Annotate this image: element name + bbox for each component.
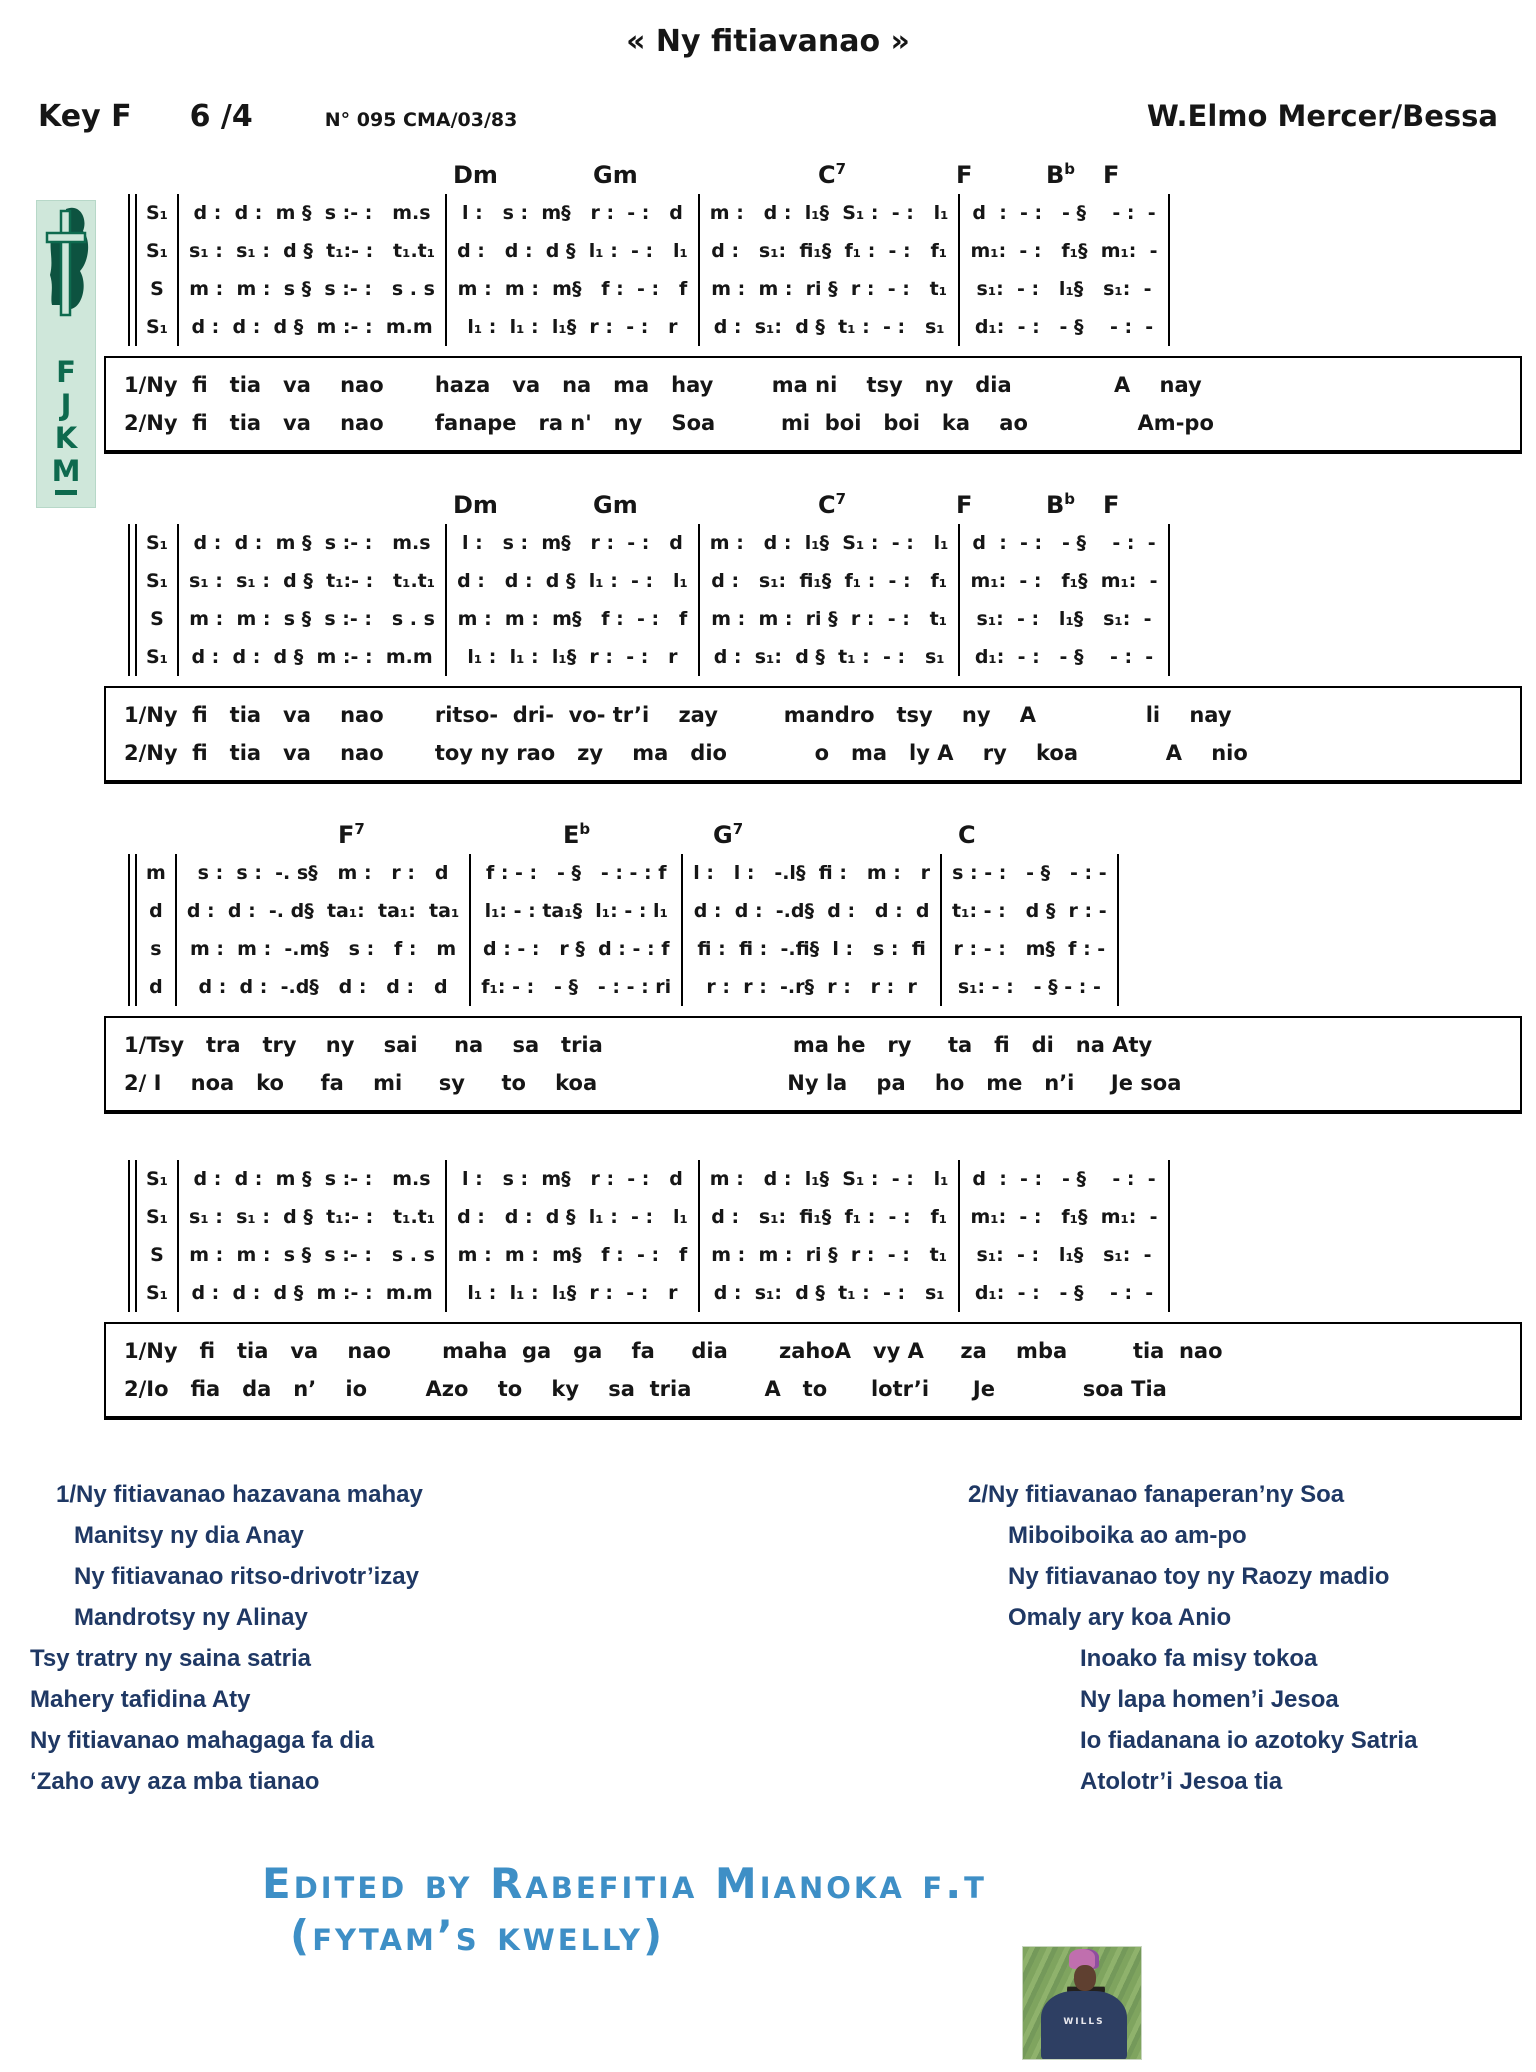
chord-label: $G^7$ xyxy=(713,820,744,849)
voice-bass xyxy=(128,1274,1170,1312)
logo-letter: J xyxy=(60,388,72,422)
measure: m : m : ri § r : - : t₁ xyxy=(700,270,961,308)
verse-line: Miboiboika ao am-po xyxy=(1008,1522,1247,1549)
measure: s₁: - : l₁§ s₁: - xyxy=(960,270,1169,308)
measure: d : d : d § l₁ : - : l₁ xyxy=(447,232,700,270)
lyrics-box xyxy=(104,686,1522,784)
verse-right xyxy=(768,1474,1536,1802)
voice-alto xyxy=(128,562,1170,600)
lyric-line: 2/Ny fi tia va nao toy ny rao zy ma dio o ma ly A ry koa A nio xyxy=(124,741,1248,765)
measure: s₁: - : l₁§ s₁: - xyxy=(960,1236,1169,1274)
measure: l₁ : l₁ : l₁§ r : - : r xyxy=(447,308,700,346)
voice-bass xyxy=(128,308,1170,346)
measure: l₁ : l₁ : l₁§ r : - : r xyxy=(447,638,700,676)
pickup-note: d xyxy=(137,968,177,1006)
measure: s₁ : s₁ : d § t₁:- : t₁.t₁ xyxy=(179,1198,447,1236)
measure: l : s : m§ r : - : d xyxy=(447,1160,700,1198)
lyrics-box xyxy=(104,1016,1522,1114)
verse-line: Tsy tratry ny saina satria xyxy=(30,1645,312,1672)
editor-credit-line1: Edited by Rabefitia Mianoka f.t xyxy=(262,1859,987,1908)
measure: s₁: - : l₁§ s₁: - xyxy=(960,600,1169,638)
verse-line: Io fiadanana io azotoky Satria xyxy=(1080,1727,1418,1754)
photo-shirt-text: WILLS xyxy=(1063,2017,1105,2027)
photo-torso xyxy=(1041,1991,1127,2060)
measure: d : d : d § l₁ : - : l₁ xyxy=(447,562,700,600)
logo-underline xyxy=(55,490,77,495)
pickup-note: S₁ xyxy=(137,638,179,676)
system-3 xyxy=(128,820,1536,1006)
measure: m : m : m§ f : - : f xyxy=(447,270,700,308)
measure: m : d : l₁§ S₁ : - : l₁ xyxy=(700,524,961,562)
verse-line: Inoako fa misy tokoa xyxy=(1080,1645,1318,1672)
solfa-score xyxy=(128,1160,1170,1312)
voice-tenor xyxy=(128,270,1170,308)
chord-label: $F^7$ xyxy=(338,820,365,849)
measure: d : s₁: fi₁§ f₁ : - : f₁ xyxy=(700,562,961,600)
measure: d : d : d § l₁ : - : l₁ xyxy=(447,1198,700,1236)
system-2 xyxy=(128,490,1536,676)
chord-label: $B^b$ xyxy=(1046,490,1076,519)
measure: t₁: - : d § r : - xyxy=(942,892,1119,930)
measure: m : m : s § s :- : s . s xyxy=(179,600,447,638)
system-4 xyxy=(128,1160,1536,1312)
solfa-score xyxy=(128,854,1119,1006)
measure: d : d : m § s :- : m.s xyxy=(179,524,447,562)
measure: s₁ : s₁ : d § t₁:- : t₁.t₁ xyxy=(179,562,447,600)
pickup-note: S₁ xyxy=(137,1160,179,1198)
chord-label: F xyxy=(956,491,973,519)
measure: s : - : - § - : - xyxy=(942,854,1119,892)
chord-label: Gm xyxy=(593,491,638,519)
measure: m : m : ri § r : - : t₁ xyxy=(700,600,961,638)
verse-line: Omaly ary koa Anio xyxy=(1008,1604,1232,1631)
measure: s₁ : s₁ : d § t₁:- : t₁.t₁ xyxy=(179,232,447,270)
pickup-note: S xyxy=(137,270,179,308)
voice-soprano xyxy=(128,194,1170,232)
voice-soprano xyxy=(128,854,1119,892)
measure: d : d : -. d§ ta₁: ta₁: ta₁ xyxy=(177,892,471,930)
verse-left xyxy=(0,1474,768,1802)
pickup-note: S₁ xyxy=(137,308,179,346)
voice-tenor xyxy=(128,930,1119,968)
verse-line: ‘Zaho avy aza mba tianao xyxy=(30,1768,320,1795)
key-signature: Key F xyxy=(38,99,132,134)
solfa-score xyxy=(128,194,1170,346)
editor-credit-line2: (fytam’s kwelly) xyxy=(290,1911,666,1960)
measure: d : - : - § - : - xyxy=(960,524,1169,562)
measure: d : d : d § m :- : m.m xyxy=(179,308,447,346)
voice-alto xyxy=(128,1198,1170,1236)
pickup-note: S xyxy=(137,600,179,638)
verse-line: Ny fitiavanao ritso-drivotr’izay xyxy=(74,1563,419,1590)
lyric-line: 2/Io fia da n’ io Azo to ky sa tria A to lotr’i Je soa Tia xyxy=(124,1377,1167,1401)
verse-line: 2/Ny fitiavanao fanaperan’ny Soa xyxy=(968,1481,1345,1508)
score-header xyxy=(0,99,1536,134)
measure: d : d : -.d§ d : d : d xyxy=(683,892,942,930)
solfa-score xyxy=(128,524,1170,676)
verse-line: Manitsy ny dia Anay xyxy=(74,1522,304,1549)
measure: m : m : s § s :- : s . s xyxy=(179,270,447,308)
pickup-note: m xyxy=(137,854,177,892)
lyrics-box xyxy=(104,356,1522,454)
chord-label: C xyxy=(958,821,976,849)
measure: m₁: - : f₁§ m₁: - xyxy=(960,1198,1169,1236)
measure: r : - : m§ f : - xyxy=(942,930,1119,968)
measure: s : s : -. s§ m : r : d xyxy=(177,854,471,892)
editor-credit xyxy=(262,1858,1536,1962)
verse-line: 1/Ny fitiavanao hazavana mahay xyxy=(56,1481,423,1508)
church-logo xyxy=(36,200,96,508)
chord-row xyxy=(128,820,1188,854)
verse-line: Ny lapa homen’i Jesoa xyxy=(1080,1686,1339,1713)
measure: m : d : l₁§ S₁ : - : l₁ xyxy=(700,194,961,232)
page-title: « Ny fitiavanao » xyxy=(626,24,910,59)
measure: m₁: - : f₁§ m₁: - xyxy=(960,232,1169,270)
measure: l : l : -.l§ fi : m : r xyxy=(683,854,942,892)
measure: m : m : s § s :- : s . s xyxy=(179,1236,447,1274)
logo-cross-icon xyxy=(38,201,94,351)
pickup-note: S₁ xyxy=(137,1274,179,1312)
voice-bass xyxy=(128,638,1170,676)
measure: d : d : d § m :- : m.m xyxy=(179,638,447,676)
system-1 xyxy=(128,160,1536,346)
measure: m₁: - : f₁§ m₁: - xyxy=(960,562,1169,600)
voice-tenor xyxy=(128,1236,1170,1274)
measure: d : d : -.d§ d : d : d xyxy=(177,968,471,1006)
measure: m : m : m§ f : - : f xyxy=(447,1236,700,1274)
pickup-note: S₁ xyxy=(137,194,179,232)
verse-line: Atolotr’i Jesoa tia xyxy=(1080,1768,1283,1795)
lyric-line: 1/Ny fi tia va nao maha ga ga fa dia zahoA vy A za mba tia nao xyxy=(124,1339,1223,1363)
composer-credit: W.Elmo Mercer/Bessa xyxy=(1146,99,1498,133)
voice-soprano xyxy=(128,1160,1170,1198)
measure: d : s₁: d § t₁ : - : s₁ xyxy=(700,308,961,346)
measure: l : s : m§ r : - : d xyxy=(447,194,700,232)
measure: m : m : ri § r : - : t₁ xyxy=(700,1236,961,1274)
measure: d₁: - : - § - : - xyxy=(960,638,1169,676)
voice-soprano xyxy=(128,524,1170,562)
chord-label: F xyxy=(1103,491,1120,519)
pickup-note: S₁ xyxy=(137,524,179,562)
measure: fi : fi : -.fi§ l : s : fi xyxy=(683,930,942,968)
chord-row xyxy=(128,160,1188,194)
chord-label: F xyxy=(956,161,973,189)
measure: d : s₁: fi₁§ f₁ : - : f₁ xyxy=(700,1198,961,1236)
voice-bass xyxy=(128,968,1119,1006)
measure: d : - : r § d : - : f xyxy=(471,930,683,968)
editor-photo xyxy=(1022,1946,1142,2060)
pickup-note: d xyxy=(137,892,177,930)
measure: l : s : m§ r : - : d xyxy=(447,524,700,562)
voice-alto xyxy=(128,232,1170,270)
chord-label: $E^b$ xyxy=(563,820,591,849)
measure: f : - : - § - : - : f xyxy=(471,854,683,892)
lyric-line: 2/Ny fi tia va nao fanape ra n' ny Soa mi boi boi ka ao Am-po xyxy=(124,411,1214,435)
chord-label: Dm xyxy=(453,161,498,189)
logo-letter: F xyxy=(56,355,76,389)
verse-line: Mahery tafidina Aty xyxy=(30,1686,251,1713)
lyric-line: 1/Tsy tra try ny sai na sa tria ma he ry ta fi di na Aty xyxy=(124,1033,1153,1057)
voice-tenor xyxy=(128,600,1170,638)
chord-label: Gm xyxy=(593,161,638,189)
measure: d : d : d § m :- : m.m xyxy=(179,1274,447,1312)
measure: s₁: - : - § - : - xyxy=(942,968,1119,1006)
chord-row xyxy=(128,490,1188,524)
measure: f₁: - : - § - : - : ri xyxy=(471,968,683,1006)
pickup-note: S₁ xyxy=(137,1198,179,1236)
lyrics-box xyxy=(104,1322,1522,1420)
chord-label: $C^7$ xyxy=(818,490,847,519)
measure: m : m : -.m§ s : f : m xyxy=(177,930,471,968)
measure: d : - : - § - : - xyxy=(960,1160,1169,1198)
pickup-note: S₁ xyxy=(137,562,179,600)
measure: l₁: - : ta₁§ l₁: - : l₁ xyxy=(471,892,683,930)
logo-letter: K xyxy=(54,421,78,455)
measure: r : r : -.r§ r : r : r xyxy=(683,968,942,1006)
measure: d : s₁: d § t₁ : - : s₁ xyxy=(700,638,961,676)
chord-label: $C^7$ xyxy=(818,160,847,189)
photo-face xyxy=(1074,1965,1096,1991)
measure: m : m : m§ f : - : f xyxy=(447,600,700,638)
measure: d₁: - : - § - : - xyxy=(960,308,1169,346)
logo-letter: M xyxy=(51,454,81,488)
verse-line: Mandrotsy ny Alinay xyxy=(74,1604,308,1631)
measure: d : d : m § s :- : m.s xyxy=(179,1160,447,1198)
lyric-line: 2/ I noa ko fa mi sy to koa Ny la pa ho me n’i Je soa xyxy=(124,1071,1182,1095)
measure: l₁ : l₁ : l₁§ r : - : r xyxy=(447,1274,700,1312)
lyric-line: 1/Ny fi tia va nao ritso- dri- vo- tr’i zay mandro tsy ny A li nay xyxy=(124,703,1232,727)
measure: d : d : m § s :- : m.s xyxy=(179,194,447,232)
pickup-note: s xyxy=(137,930,177,968)
measure: d : s₁: fi₁§ f₁ : - : f₁ xyxy=(700,232,961,270)
measure: d₁: - : - § - : - xyxy=(960,1274,1169,1312)
catalog-number: N° 095 CMA/03/83 xyxy=(324,109,518,131)
chord-label: $B^b$ xyxy=(1046,160,1076,189)
chord-label: Dm xyxy=(453,491,498,519)
measure: d : s₁: d § t₁ : - : s₁ xyxy=(700,1274,961,1312)
chord-label: F xyxy=(1103,161,1120,189)
voice-alto xyxy=(128,892,1119,930)
time-signature: 6 /4 xyxy=(189,99,253,134)
measure: m : d : l₁§ S₁ : - : l₁ xyxy=(700,1160,961,1198)
verse-columns xyxy=(0,1474,1536,1802)
verse-line: Ny fitiavanao toy ny Raozy madio xyxy=(1008,1563,1390,1590)
lyric-line: 1/Ny fi tia va nao haza va na ma hay ma ni tsy ny dia A nay xyxy=(124,373,1202,397)
measure: d : - : - § - : - xyxy=(960,194,1169,232)
verse-line: Ny fitiavanao mahagaga fa dia xyxy=(30,1727,375,1754)
pickup-note: S₁ xyxy=(137,232,179,270)
pickup-note: S xyxy=(137,1236,179,1274)
